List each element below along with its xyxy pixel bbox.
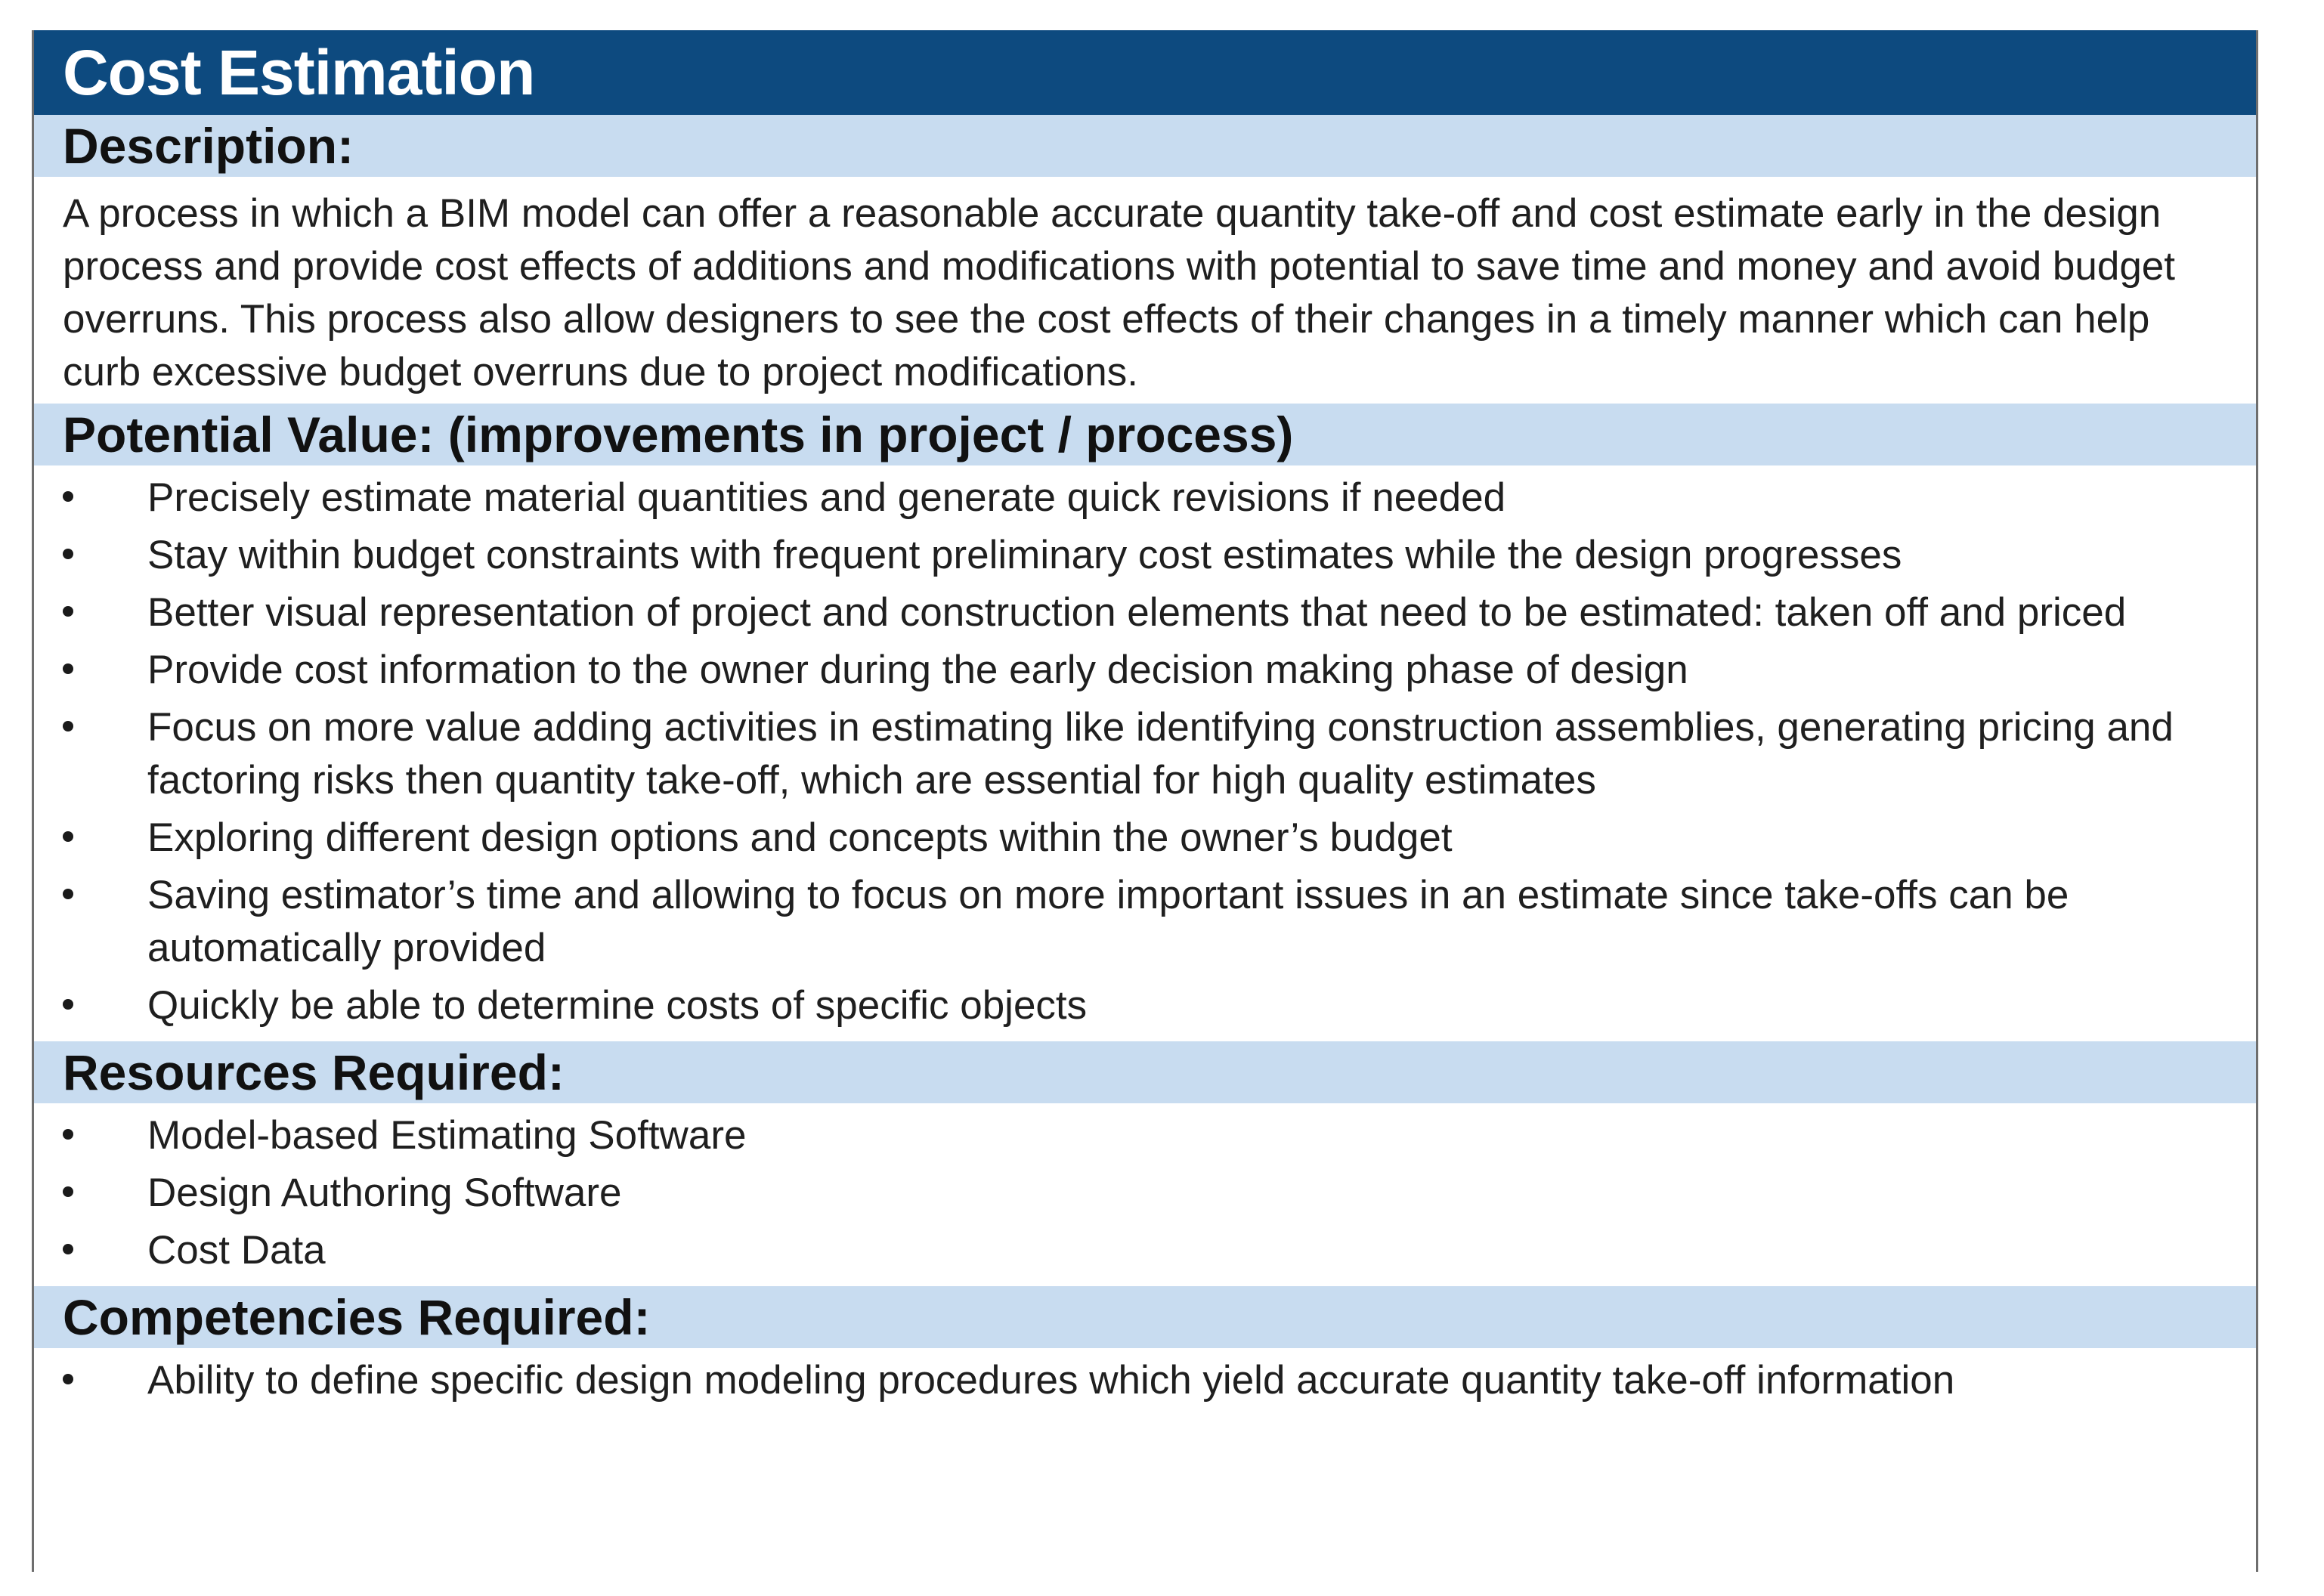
page-title: Cost Estimation xyxy=(34,30,2256,115)
bullet-icon xyxy=(63,1186,73,1197)
list-item-text: Precisely estimate material quantities and generate quick revisions if needed xyxy=(147,475,1506,520)
list-item xyxy=(34,979,2226,1032)
list-item-text: Model-based Estimating Software xyxy=(147,1113,747,1158)
list-item xyxy=(34,1167,2226,1220)
description-text: A process in which a BIM model can offer a reasonable accurate quantity take-off and cost estimate early in the design process and provide cost effects of additions and modifications with potential to save time and money and avoid budget overruns. This process also allow designers to see the cost effects of their changes in a timely manner which can help curb excessive budget overruns due to project modifications. xyxy=(63,191,2175,394)
list-item-text: Provide cost information to the owner during the early decision making phase of design xyxy=(147,648,1688,692)
resources-required-list xyxy=(34,1103,2256,1286)
list-item-text: Exploring different design options and concepts within the owner’s budget xyxy=(147,815,1453,860)
bullet-icon xyxy=(63,831,73,842)
list-item xyxy=(34,529,2226,582)
competencies-required-heading: Competencies Required: xyxy=(34,1286,2256,1348)
list-item xyxy=(34,869,2226,975)
bullet-icon xyxy=(63,491,73,502)
list-item xyxy=(34,1224,2226,1277)
list-item xyxy=(34,1109,2226,1162)
list-item-text: Stay within budget constraints with frequent preliminary cost estimates while the design progresses xyxy=(147,533,1902,577)
competencies-required-list xyxy=(34,1348,2256,1416)
list-item xyxy=(34,586,2226,639)
description-heading: Description: xyxy=(34,115,2256,177)
list-item xyxy=(34,472,2226,524)
potential-value-list xyxy=(34,466,2256,1041)
list-item-text: Quickly be able to determine costs of specific objects xyxy=(147,983,1088,1028)
bullet-icon xyxy=(63,999,73,1010)
potential-value-heading: Potential Value: (improvements in project / process) xyxy=(34,404,2256,466)
list-item xyxy=(34,812,2226,865)
list-item xyxy=(34,1354,2226,1407)
resources-required-heading: Resources Required: xyxy=(34,1041,2256,1103)
bullet-icon xyxy=(63,549,73,559)
list-item-text: Saving estimator’s time and allowing to focus on more important issues in an estimate since take-offs can be automatically provided xyxy=(147,873,2069,970)
bullet-icon xyxy=(63,889,73,899)
list-item xyxy=(34,701,2226,807)
bullet-icon xyxy=(63,1374,73,1384)
list-item-text: Better visual representation of project and construction elements that need to be estimated: taken off and priced xyxy=(147,590,2127,635)
cost-estimation-table xyxy=(32,30,2258,1572)
bullet-icon xyxy=(63,721,73,732)
bullet-icon xyxy=(63,606,73,617)
bullet-icon xyxy=(63,1244,73,1254)
list-item-text: Design Authoring Software xyxy=(147,1171,622,1215)
list-item-text: Ability to define specific design modeling procedures which yield accurate quantity take-off information xyxy=(147,1358,1955,1403)
bullet-icon xyxy=(63,1129,73,1140)
bullet-icon xyxy=(63,663,73,674)
list-item xyxy=(34,644,2226,697)
list-item-text: Focus on more value adding activities in estimating like identifying construction assemblies, generating pricing and factoring risks then quantity take-off, which are essential for high quality estimates xyxy=(147,705,2174,803)
list-item-text: Cost Data xyxy=(147,1228,326,1273)
